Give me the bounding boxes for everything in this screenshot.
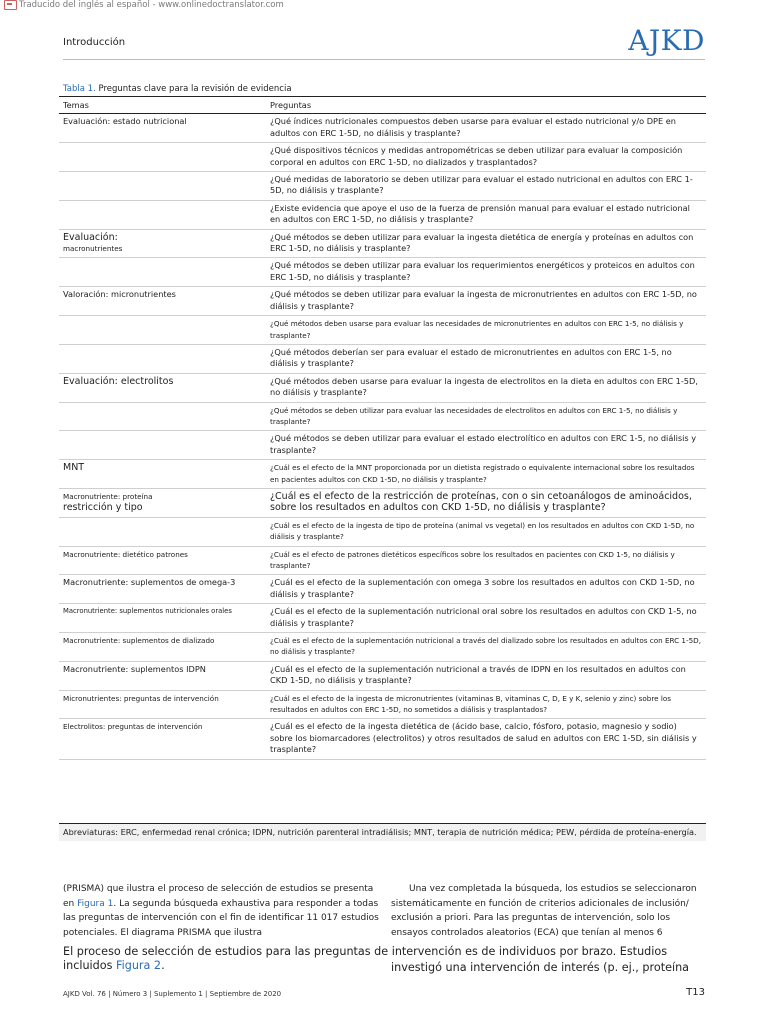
topic-cell: [59, 431, 266, 460]
topic-cell: Macronutriente: suplementos de dializado: [59, 633, 266, 662]
question-cell: ¿Cuál es el efecto de la ingesta de micronutrientes (vitaminas B, vitaminas C, D, E y K, selenio y zinc) sobre los resultados en adultos con ERC 1-5D, no sometidos a diálisis y trasplantados?: [266, 690, 706, 719]
table-row: [59, 575, 706, 604]
table-header-row: [59, 97, 706, 114]
table-row: [59, 114, 706, 143]
table-row: [59, 287, 706, 316]
topic-cell: [59, 488, 266, 517]
topic-cell: Evaluación: estado nutricional: [59, 114, 266, 143]
question-cell: ¿Cuál es el efecto de la MNT proporcionada por un dietista registrado o equivalente internacional sobre los resultados en pacientes adultos con CKD 1-5D, no diálisis y trasplante?: [266, 460, 706, 489]
topic-cell: [59, 402, 266, 431]
question-cell: ¿Qué índices nutricionales compuestos deben usarse para evaluar el estado nutricional y/o DPE en adultos con ERC 1-5D, no diálisis y trasplante?: [266, 114, 706, 143]
overlay-dot: .: [161, 959, 165, 972]
overlay-line-2: investigó una intervención de interés (p. ej., proteína: [391, 961, 690, 974]
table-row: [59, 517, 706, 546]
topic-cell: [59, 229, 266, 258]
table-row: [59, 402, 706, 431]
topic-sub: macronutrientes: [63, 244, 123, 254]
table-row: [59, 546, 706, 575]
figure-2-link[interactable]: Figura 2: [116, 959, 162, 972]
header-divider: [63, 59, 705, 60]
section-title: Introducción: [63, 37, 126, 48]
topic-cell: Macronutriente: suplementos IDPN: [59, 661, 266, 690]
table-row: [59, 431, 706, 460]
evidence-questions-table: [59, 96, 706, 760]
topic-cell: Micronutrientes: preguntas de intervención: [59, 690, 266, 719]
topic-cell: [59, 316, 266, 345]
journal-logo: AJKD: [628, 24, 705, 57]
question-cell: ¿Cuál es el efecto de la ingesta de tipo de proteína (animal vs vegetal) en los resultados en adultos con CKD 1-5D, no diálisis y trasplante?: [266, 517, 706, 546]
topic-main: Macronutriente: proteína: [63, 491, 153, 501]
question-cell: ¿Qué métodos deberían ser para evaluar el estado de micronutrientes en adultos con ERC 1-5, no diálisis y trasplante?: [266, 344, 706, 373]
body-column-right: [391, 882, 707, 940]
banner-text: Traducido del inglés al español - www.onlinedoctranslator.com: [19, 0, 284, 10]
question-cell: ¿Qué métodos se deben utilizar para evaluar la ingesta dietética de energía y proteínas en adultos con ERC 1-5D, no diálisis y trasplante?: [266, 229, 706, 258]
table-caption-label: Tabla 1.: [63, 84, 96, 94]
table-row: [59, 460, 706, 489]
topic-cell: [59, 143, 266, 172]
table-row: [59, 172, 706, 201]
topic-cell: MNT: [59, 460, 266, 489]
question-cell: ¿Cuál es el efecto de patrones dietéticos específicos sobre los resultados en pacientes con CKD 1-5, no diálisis y trasplante?: [266, 546, 706, 575]
question-cell: ¿Cuál es el efecto de la ingesta dietética de (ácido base, calcio, fósforo, potasio, magnesio y sodio) sobre los biomarcadores (electrolitos) y otros resultados de salud en adultos con ERC 1-5D, sin diálisis y trasplante?: [266, 719, 706, 759]
topic-sub: restricción y tipo: [63, 502, 143, 514]
topic-cell: Evaluación: electrolitos: [59, 373, 266, 402]
question-cell: ¿Qué métodos deben usarse para evaluar la ingesta de electrolitos en la dieta en adultos con ERC 1-5D, no diálisis y trasplante?: [266, 373, 706, 402]
topic-cell: [59, 258, 266, 287]
topic-cell: [59, 344, 266, 373]
body-text: (PRISMA) que ilustra el proceso de selección de estudios se presenta en: [63, 884, 374, 909]
table-row: [59, 229, 706, 258]
translation-banner[interactable]: [4, 0, 284, 10]
question-cell: ¿Cuál es el efecto de la restricción de proteínas, con o sin cetoanálogos de aminoácidos, sobre los resultados en adultos con CKD 1-5D, no diálisis y trasplante?: [266, 488, 706, 517]
table-row: [59, 316, 706, 345]
question-cell: ¿Qué métodos se deben utilizar para evaluar el estado electrolítico en adultos con ERC 1-5, no diálisis y trasplante?: [266, 431, 706, 460]
topic-cell: Electrolitos: preguntas de intervención: [59, 719, 266, 759]
question-cell: ¿Qué dispositivos técnicos y medidas antropométricas se deben utilizar para evaluar la composición corporal en adultos con ERC 1-5D, no dializados y trasplantados?: [266, 143, 706, 172]
table-caption-text: Preguntas clave para la revisión de evidencia: [95, 84, 292, 94]
topic-cell: Macronutriente: suplementos nutricionales orales: [59, 604, 266, 633]
question-cell: ¿Qué métodos se deben utilizar para evaluar la ingesta de micronutrientes en adultos con ERC 1-5D, no diálisis y trasplante?: [266, 287, 706, 316]
question-cell: ¿Qué métodos se deben utilizar para evaluar las necesidades de electrolitos en adultos con ERC 1-5, no diálisis y trasplante?: [266, 402, 706, 431]
table-row: [59, 143, 706, 172]
table-row: [59, 604, 706, 633]
topic-main: Evaluación:: [63, 231, 118, 243]
question-cell: ¿Qué métodos se deben utilizar para evaluar los requerimientos energéticos y proteicos en adultos con ERC 1-5D, no diálisis y trasplante?: [266, 258, 706, 287]
body-column-left: [63, 882, 381, 940]
question-cell: ¿Existe evidencia que apoye el uso de la fuerza de prensión manual para evaluar el estado nutricional en adultos con ERC 1-5D, no diálisis y trasplante?: [266, 200, 706, 229]
topic-cell: Valoración: micronutrientes: [59, 287, 266, 316]
table-row: [59, 633, 706, 662]
figure-1-link[interactable]: Figura 1: [77, 898, 114, 909]
table-row: [59, 258, 706, 287]
translate-icon: [4, 0, 17, 10]
table-row: [59, 344, 706, 373]
table-row: [59, 488, 706, 517]
topic-cell: Macronutriente: suplementos de omega-3: [59, 575, 266, 604]
question-cell: ¿Cuál es el efecto de la suplementación con omega 3 sobre los resultados en adultos con CKD 1-5D, no diálisis y trasplante?: [266, 575, 706, 604]
col-header-topics: Temas: [59, 97, 266, 114]
topic-cell: [59, 200, 266, 229]
table-caption: [63, 84, 292, 94]
topic-cell: [59, 517, 266, 546]
question-cell: ¿Cuál es el efecto de la suplementación nutricional oral sobre los resultados en adultos con CKD 1-5, no diálisis y trasplante?: [266, 604, 706, 633]
page-number: T13: [686, 987, 705, 998]
question-cell: ¿Cuál es el efecto de la suplementación nutricional a través de IDPN en los resultados en adultos con CKD 1-5D, no diálisis y trasplante?: [266, 661, 706, 690]
table-row: [59, 690, 706, 719]
body-text: Una vez completada la búsqueda, los estudios se seleccionaron sistemáticamente en función de criterios adicionales de inclusión/ exclusión a priori. Para las preguntas de intervención, solo los ensayos controlados aleatorios (ECA) que tenían al menos 6: [391, 884, 697, 938]
question-cell: ¿Cuál es el efecto de la suplementación nutricional a través del dializado sobre los resultados en adultos con ERC 1-5D, no diálisis y trasplante?: [266, 633, 706, 662]
question-cell: ¿Qué métodos deben usarse para evaluar las necesidades de micronutrientes en adultos con ERC 1-5, no diálisis y trasplante?: [266, 316, 706, 345]
table-row: [59, 719, 706, 759]
topic-cell: Macronutriente: dietético patrones: [59, 546, 266, 575]
table-row: [59, 373, 706, 402]
col-header-questions: Preguntas: [266, 97, 706, 114]
overlay-line: El proceso de selección de estudios para las preguntas de intervención es de individuos por brazo. Estudios incluidos: [63, 945, 668, 972]
body-text: . La segunda búsqueda exhaustiva para responder a todas las preguntas de intervención con el fin de identificar 11 017 estudios potenciales. El diagrama PRISMA que ilustra: [63, 898, 379, 938]
table-abbreviations: Abreviaturas: ERC, enfermedad renal crónica; IDPN, nutrición parenteral intradiálisis; MNT, terapia de nutrición médica; PEW, pérdida de proteína-energía.: [59, 823, 706, 841]
topic-cell: [59, 172, 266, 201]
question-cell: ¿Qué medidas de laboratorio se deben utilizar para evaluar el estado nutricional en adultos con ERC 1-5D, no diálisis y trasplante?: [266, 172, 706, 201]
table-row: [59, 200, 706, 229]
table-row: [59, 661, 706, 690]
footer-citation: AJKD Vol. 76 | Número 3 | Suplemento 1 | Septiembre de 2020: [63, 990, 282, 998]
